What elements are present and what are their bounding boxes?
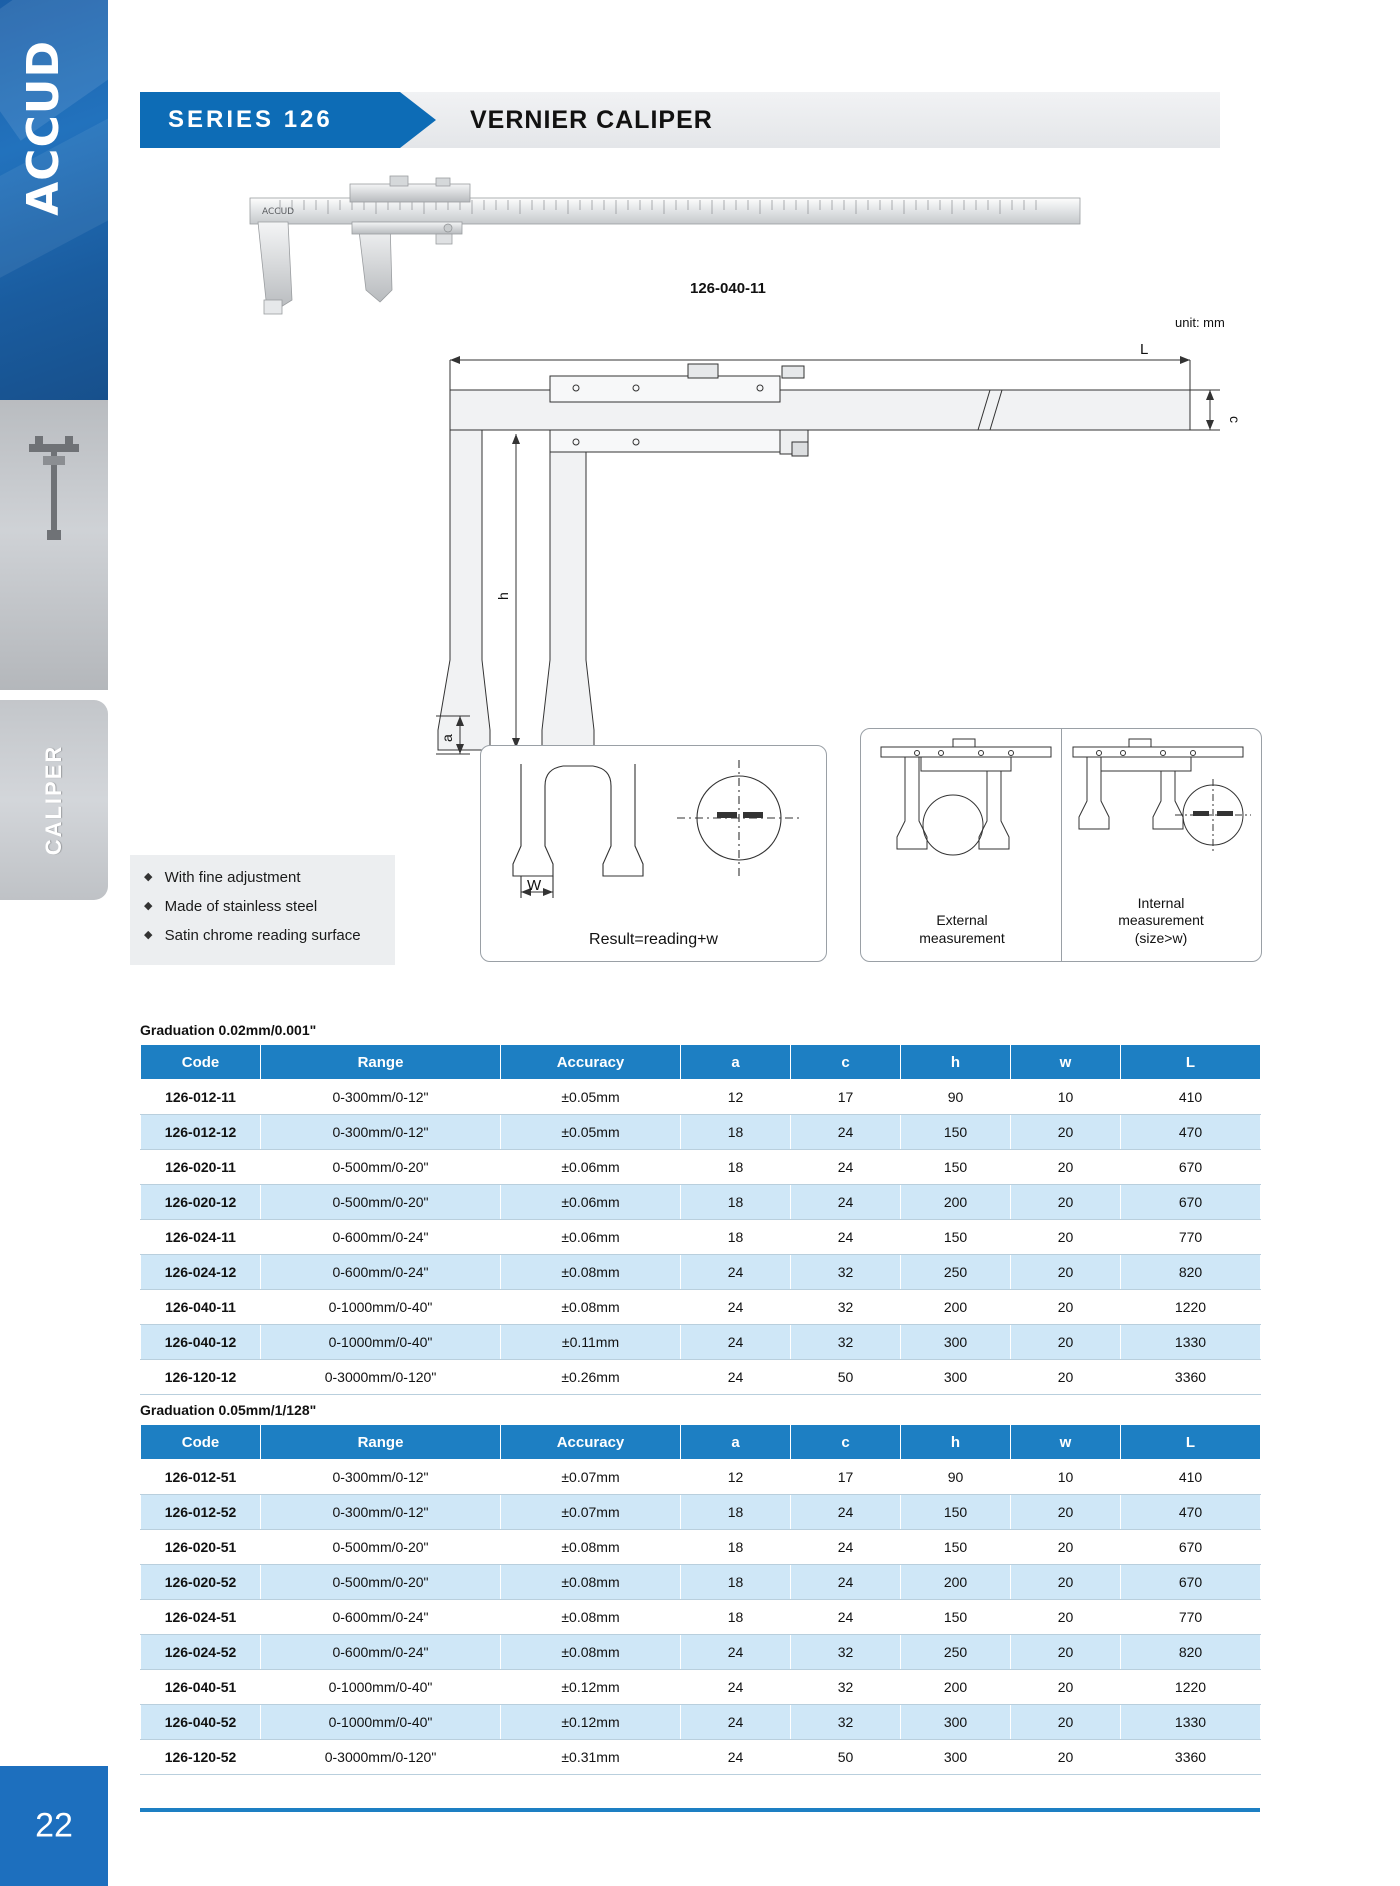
cell-l: 1220 <box>1121 1670 1261 1705</box>
cell-code: 126-040-51 <box>141 1670 261 1705</box>
cell-w: 20 <box>1011 1600 1121 1635</box>
col-header-c: c <box>791 1045 901 1080</box>
cell-range: 0-3000mm/0-120" <box>261 1360 501 1395</box>
dim-label-L: L <box>1140 341 1149 358</box>
cell-h: 250 <box>901 1635 1011 1670</box>
cell-accuracy: ±0.07mm <box>501 1495 681 1530</box>
cell-h: 150 <box>901 1150 1011 1185</box>
internal-caption-line3: (size>w) <box>1134 929 1188 946</box>
cell-accuracy: ±0.07mm <box>501 1460 681 1495</box>
cell-code: 126-020-12 <box>141 1185 261 1220</box>
spec-table-1 <box>140 1044 1261 1395</box>
col-header-h: h <box>901 1425 1011 1460</box>
cell-c: 32 <box>791 1290 901 1325</box>
cell-h: 150 <box>901 1220 1011 1255</box>
cell-w: 20 <box>1011 1115 1121 1150</box>
cell-accuracy: ±0.12mm <box>501 1705 681 1740</box>
cell-l: 770 <box>1121 1600 1261 1635</box>
cell-range: 0-1000mm/0-40" <box>261 1670 501 1705</box>
product-photo <box>240 160 1090 340</box>
cell-c: 24 <box>791 1220 901 1255</box>
cell-w: 10 <box>1011 1460 1121 1495</box>
cell-c: 17 <box>791 1080 901 1115</box>
cell-range: 0-600mm/0-24" <box>261 1635 501 1670</box>
feature-text: Satin chrome reading surface <box>164 927 361 944</box>
cell-h: 300 <box>901 1360 1011 1395</box>
dimension-drawing <box>430 330 1310 790</box>
cell-l: 670 <box>1121 1185 1261 1220</box>
page-number-badge <box>0 1766 108 1886</box>
cell-range: 0-300mm/0-12" <box>261 1115 501 1150</box>
cell-w: 20 <box>1011 1185 1121 1220</box>
cell-h: 300 <box>901 1740 1011 1775</box>
cell-range: 0-500mm/0-20" <box>261 1530 501 1565</box>
cell-w: 20 <box>1011 1255 1121 1290</box>
table-row <box>141 1080 1261 1115</box>
cell-accuracy: ±0.08mm <box>501 1565 681 1600</box>
feature-item-1 <box>144 869 385 886</box>
col-header-a: a <box>681 1425 791 1460</box>
cell-code: 126-024-51 <box>141 1600 261 1635</box>
table-row <box>141 1290 1261 1325</box>
cell-w: 20 <box>1011 1495 1121 1530</box>
cell-accuracy: ±0.08mm <box>501 1255 681 1290</box>
series-label: SERIES 126 <box>168 106 333 133</box>
cell-h: 150 <box>901 1530 1011 1565</box>
cell-l: 1330 <box>1121 1705 1261 1740</box>
feature-list <box>130 855 395 965</box>
result-caption: Result=reading+w <box>589 931 718 948</box>
cell-code: 126-120-12 <box>141 1360 261 1395</box>
cell-code: 126-040-11 <box>141 1290 261 1325</box>
cell-code: 126-012-12 <box>141 1115 261 1150</box>
jaw-width-figure <box>480 745 827 962</box>
footer-rule <box>140 1808 1260 1812</box>
cell-a: 24 <box>681 1740 791 1775</box>
external-measurement-caption <box>867 912 1057 947</box>
page-number: 22 <box>35 1806 73 1845</box>
cell-accuracy: ±0.05mm <box>501 1115 681 1150</box>
cell-c: 17 <box>791 1460 901 1495</box>
cell-h: 150 <box>901 1115 1011 1150</box>
feature-text: With fine adjustment <box>164 869 301 886</box>
table-row <box>141 1325 1261 1360</box>
cell-range: 0-1000mm/0-40" <box>261 1325 501 1360</box>
cell-w: 20 <box>1011 1740 1121 1775</box>
feature-item-3 <box>144 927 385 944</box>
svg-text:ACCUD: ACCUD <box>262 207 295 217</box>
table-row <box>141 1220 1261 1255</box>
cell-c: 24 <box>791 1495 901 1530</box>
table-row <box>141 1115 1261 1150</box>
cell-code: 126-120-52 <box>141 1740 261 1775</box>
cell-range: 0-600mm/0-24" <box>261 1600 501 1635</box>
cell-w: 20 <box>1011 1670 1121 1705</box>
cell-c: 24 <box>791 1565 901 1600</box>
col-header-code: Code <box>141 1045 261 1080</box>
sidebar-product-icon-panel <box>0 400 108 690</box>
cell-l: 1220 <box>1121 1290 1261 1325</box>
cell-a: 24 <box>681 1705 791 1740</box>
cell-c: 50 <box>791 1360 901 1395</box>
cell-range: 0-300mm/0-12" <box>261 1460 501 1495</box>
modes-divider <box>1061 729 1062 961</box>
cell-l: 410 <box>1121 1460 1261 1495</box>
cell-code: 126-020-51 <box>141 1530 261 1565</box>
header-arrow-icon <box>400 92 436 148</box>
cell-c: 32 <box>791 1705 901 1740</box>
external-caption-line1: External <box>936 912 988 928</box>
cell-accuracy: ±0.31mm <box>501 1740 681 1775</box>
cell-h: 250 <box>901 1255 1011 1290</box>
cell-a: 24 <box>681 1670 791 1705</box>
spec-table-2-wrapper <box>140 1402 1260 1775</box>
cell-code: 126-012-11 <box>141 1080 261 1115</box>
table-row <box>141 1600 1261 1635</box>
col-header-range: Range <box>261 1045 501 1080</box>
cell-w: 20 <box>1011 1705 1121 1740</box>
cell-range: 0-500mm/0-20" <box>261 1150 501 1185</box>
page-header <box>140 92 1340 148</box>
cell-l: 470 <box>1121 1495 1261 1530</box>
cell-a: 18 <box>681 1150 791 1185</box>
cell-a: 12 <box>681 1460 791 1495</box>
model-label: 126-040-11 <box>690 280 766 297</box>
col-header-a: a <box>681 1045 791 1080</box>
table-2-caption: Graduation 0.05mm/1/128" <box>140 1402 317 1418</box>
cell-a: 12 <box>681 1080 791 1115</box>
cell-h: 200 <box>901 1185 1011 1220</box>
cell-range: 0-500mm/0-20" <box>261 1185 501 1220</box>
cell-accuracy: ±0.08mm <box>501 1530 681 1565</box>
diamond-bullet-icon: ◆ <box>144 871 153 883</box>
cell-range: 0-600mm/0-24" <box>261 1220 501 1255</box>
cell-code: 126-020-11 <box>141 1150 261 1185</box>
col-header-c: c <box>791 1425 901 1460</box>
table-row <box>141 1635 1261 1670</box>
cell-accuracy: ±0.06mm <box>501 1220 681 1255</box>
cell-code: 126-024-11 <box>141 1220 261 1255</box>
table-row <box>141 1360 1261 1395</box>
cell-c: 24 <box>791 1115 901 1150</box>
table-header-row <box>141 1045 1261 1080</box>
caliper-icon <box>25 430 83 550</box>
table-row <box>141 1460 1261 1495</box>
cell-w: 20 <box>1011 1220 1121 1255</box>
cell-a: 24 <box>681 1360 791 1395</box>
cell-a: 18 <box>681 1495 791 1530</box>
table-row <box>141 1185 1261 1220</box>
table-row <box>141 1530 1261 1565</box>
feature-text: Made of stainless steel <box>164 898 318 915</box>
table-row <box>141 1495 1261 1530</box>
table-row <box>141 1565 1261 1600</box>
cell-l: 3360 <box>1121 1360 1261 1395</box>
cell-h: 90 <box>901 1460 1011 1495</box>
col-header-accuracy: Accuracy <box>501 1425 681 1460</box>
cell-code: 126-012-52 <box>141 1495 261 1530</box>
cell-accuracy: ±0.08mm <box>501 1290 681 1325</box>
cell-w: 10 <box>1011 1080 1121 1115</box>
jaw-width-diagram <box>481 746 826 921</box>
table-row <box>141 1150 1261 1185</box>
cell-c: 24 <box>791 1150 901 1185</box>
cell-range: 0-300mm/0-12" <box>261 1495 501 1530</box>
cell-l: 1330 <box>1121 1325 1261 1360</box>
cell-w: 20 <box>1011 1565 1121 1600</box>
cell-code: 126-040-12 <box>141 1325 261 1360</box>
col-header-w: w <box>1011 1425 1121 1460</box>
cell-l: 3360 <box>1121 1740 1261 1775</box>
cell-l: 820 <box>1121 1635 1261 1670</box>
table-1-caption: Graduation 0.02mm/0.001" <box>140 1022 317 1038</box>
cell-range: 0-3000mm/0-120" <box>261 1740 501 1775</box>
cell-a: 24 <box>681 1290 791 1325</box>
cell-range: 0-500mm/0-20" <box>261 1565 501 1600</box>
cell-c: 50 <box>791 1740 901 1775</box>
internal-measurement-caption <box>1066 895 1256 948</box>
col-header-code: Code <box>141 1425 261 1460</box>
dim-label-h: h <box>495 592 511 600</box>
internal-caption-line2: measurement <box>1118 912 1204 928</box>
table-row <box>141 1705 1261 1740</box>
cell-w: 20 <box>1011 1360 1121 1395</box>
cell-accuracy: ±0.05mm <box>501 1080 681 1115</box>
cell-code: 126-024-12 <box>141 1255 261 1290</box>
col-header-accuracy: Accuracy <box>501 1045 681 1080</box>
cell-c: 24 <box>791 1600 901 1635</box>
cell-range: 0-1000mm/0-40" <box>261 1290 501 1325</box>
cell-a: 18 <box>681 1115 791 1150</box>
cell-c: 32 <box>791 1670 901 1705</box>
spec-table-2 <box>140 1424 1261 1775</box>
col-header-range: Range <box>261 1425 501 1460</box>
measurement-modes-figure <box>860 728 1262 962</box>
cell-w: 20 <box>1011 1290 1121 1325</box>
page-title: VERNIER CALIPER <box>470 106 713 134</box>
table-row <box>141 1740 1261 1775</box>
col-header-l: L <box>1121 1045 1261 1080</box>
cell-range: 0-300mm/0-12" <box>261 1080 501 1115</box>
cell-h: 200 <box>901 1290 1011 1325</box>
cell-h: 300 <box>901 1325 1011 1360</box>
dim-label-a: a <box>439 734 455 742</box>
cell-c: 32 <box>791 1325 901 1360</box>
sidebar <box>0 0 108 1886</box>
cell-h: 300 <box>901 1705 1011 1740</box>
external-caption-line2: measurement <box>919 929 1005 946</box>
cell-accuracy: ±0.08mm <box>501 1635 681 1670</box>
cell-l: 670 <box>1121 1565 1261 1600</box>
cell-a: 24 <box>681 1325 791 1360</box>
dim-label-c: c <box>1227 416 1243 423</box>
cell-accuracy: ±0.11mm <box>501 1325 681 1360</box>
cell-a: 18 <box>681 1185 791 1220</box>
brand-logo: ACCUD <box>18 40 69 216</box>
cell-code: 126-020-52 <box>141 1565 261 1600</box>
cell-accuracy: ±0.08mm <box>501 1600 681 1635</box>
cell-l: 410 <box>1121 1080 1261 1115</box>
cell-range: 0-1000mm/0-40" <box>261 1705 501 1740</box>
cell-accuracy: ±0.26mm <box>501 1360 681 1395</box>
cell-h: 200 <box>901 1565 1011 1600</box>
unit-label: unit: mm <box>1175 315 1225 330</box>
sidebar-brand-panel <box>0 0 108 400</box>
cell-accuracy: ±0.06mm <box>501 1150 681 1185</box>
cell-w: 20 <box>1011 1325 1121 1360</box>
cell-a: 24 <box>681 1635 791 1670</box>
col-header-w: w <box>1011 1045 1121 1080</box>
cell-h: 150 <box>901 1495 1011 1530</box>
cell-a: 18 <box>681 1530 791 1565</box>
col-header-l: L <box>1121 1425 1261 1460</box>
cell-range: 0-600mm/0-24" <box>261 1255 501 1290</box>
cell-l: 820 <box>1121 1255 1261 1290</box>
diamond-bullet-icon: ◆ <box>144 900 153 912</box>
cell-c: 24 <box>791 1530 901 1565</box>
cell-h: 90 <box>901 1080 1011 1115</box>
cell-a: 24 <box>681 1255 791 1290</box>
cell-l: 770 <box>1121 1220 1261 1255</box>
cell-h: 150 <box>901 1600 1011 1635</box>
col-header-h: h <box>901 1045 1011 1080</box>
cell-w: 20 <box>1011 1150 1121 1185</box>
cell-l: 670 <box>1121 1150 1261 1185</box>
table-row <box>141 1670 1261 1705</box>
sidebar-category-label: CALIPER <box>41 744 66 856</box>
cell-c: 32 <box>791 1635 901 1670</box>
cell-accuracy: ±0.12mm <box>501 1670 681 1705</box>
sidebar-category-tab[interactable] <box>0 700 108 900</box>
cell-code: 126-040-52 <box>141 1705 261 1740</box>
cell-w: 20 <box>1011 1635 1121 1670</box>
diamond-bullet-icon: ◆ <box>144 929 153 941</box>
cell-l: 470 <box>1121 1115 1261 1150</box>
table-row <box>141 1255 1261 1290</box>
cell-accuracy: ±0.06mm <box>501 1185 681 1220</box>
cell-c: 32 <box>791 1255 901 1290</box>
cell-l: 670 <box>1121 1530 1261 1565</box>
cell-a: 18 <box>681 1600 791 1635</box>
cell-code: 126-024-52 <box>141 1635 261 1670</box>
spec-table-1-wrapper <box>140 1022 1260 1395</box>
dim-label-w: W <box>527 877 542 894</box>
feature-item-2 <box>144 898 385 915</box>
cell-h: 200 <box>901 1670 1011 1705</box>
table-header-row <box>141 1425 1261 1460</box>
internal-caption-line1: Internal <box>1137 894 1185 911</box>
cell-code: 126-012-51 <box>141 1460 261 1495</box>
cell-w: 20 <box>1011 1530 1121 1565</box>
cell-a: 18 <box>681 1220 791 1255</box>
cell-c: 24 <box>791 1185 901 1220</box>
cell-a: 18 <box>681 1565 791 1600</box>
